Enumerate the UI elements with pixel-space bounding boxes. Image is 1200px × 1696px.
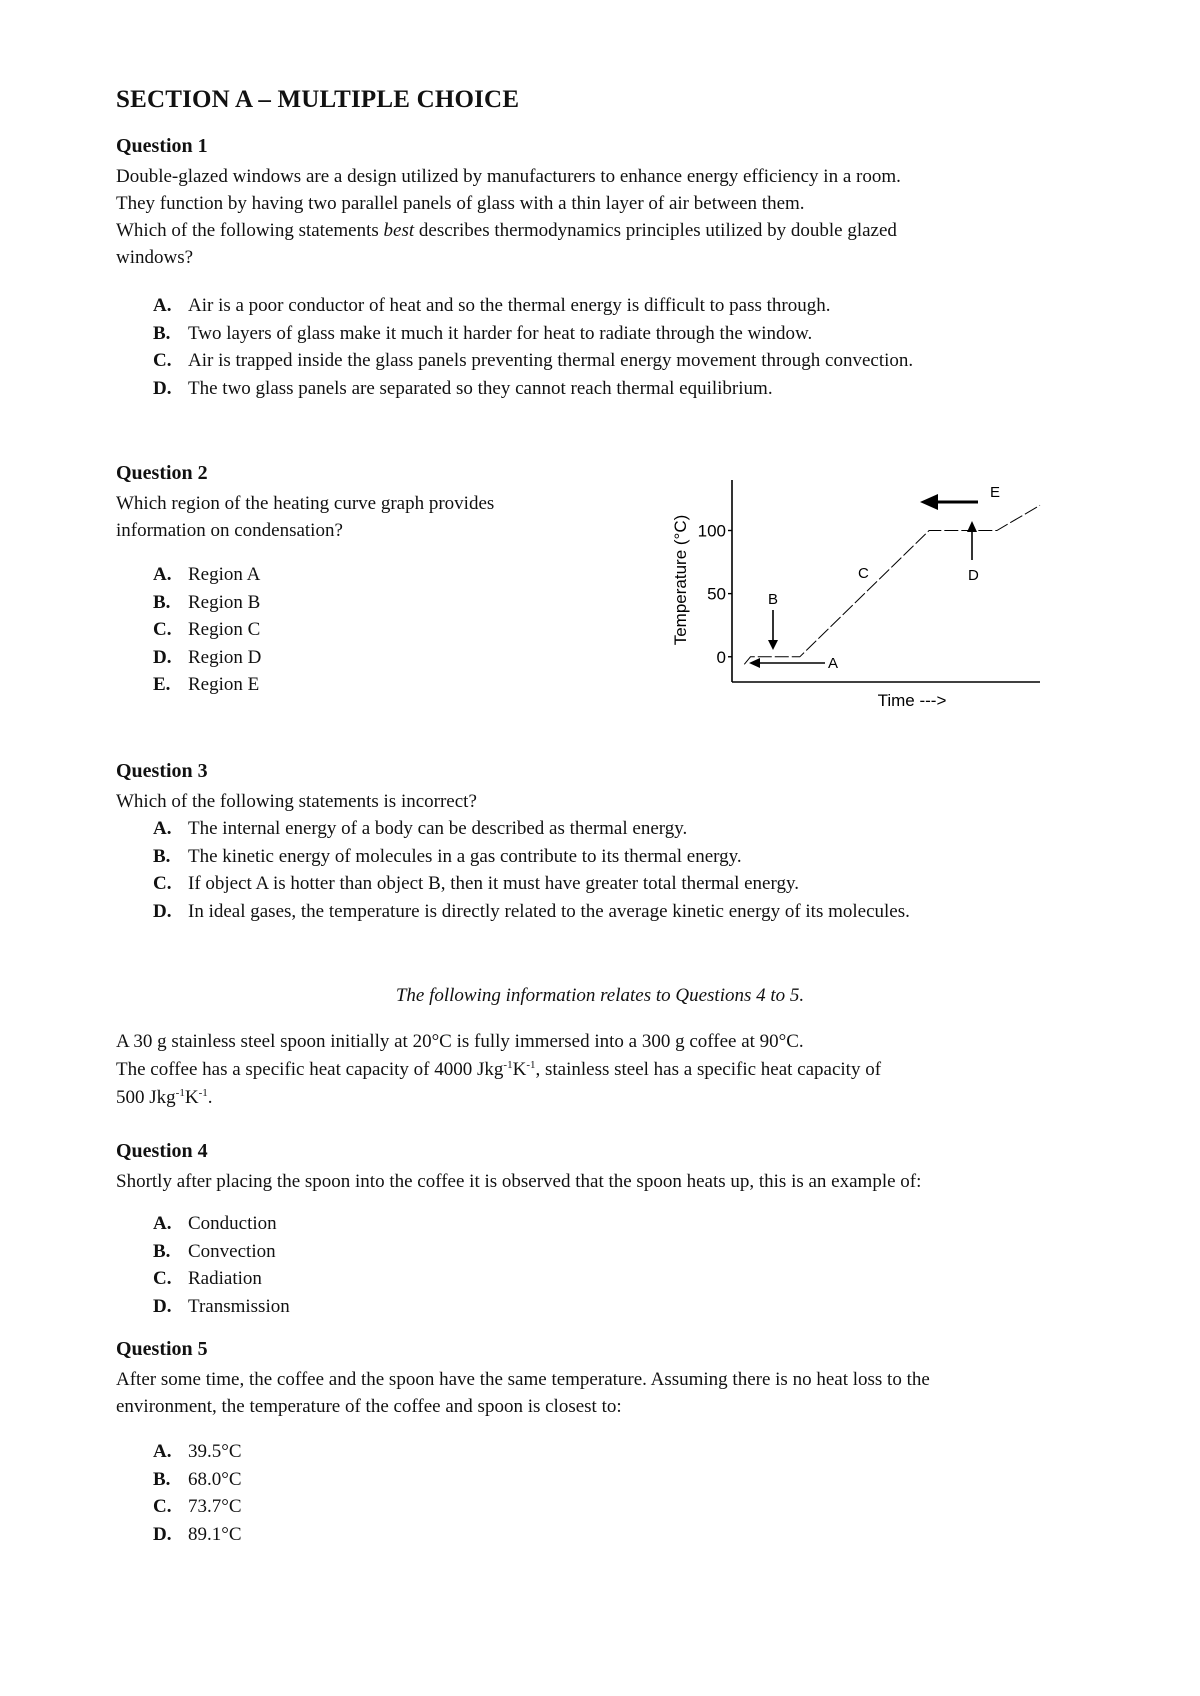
option-d[interactable]	[153, 1293, 290, 1321]
x-axis-label: Time --->	[877, 691, 947, 710]
exponent: -1	[503, 1059, 513, 1071]
option-e[interactable]	[153, 671, 261, 699]
option-text: 73.7°C	[188, 1496, 242, 1517]
option-text: If object A is hotter than object B, then it must have greater total thermal energy.	[188, 873, 799, 894]
question-2-title: Question 2	[116, 462, 208, 484]
option-text: In ideal gases, the temperature is directly related to the average kinetic energy of its molecules.	[188, 900, 910, 922]
option-letter: D.	[153, 1523, 172, 1545]
question-2-line: Which region of the heating curve graph provides	[116, 493, 495, 514]
option-letter: C.	[153, 350, 172, 371]
option-text: Air is trapped inside the glass panels preventing thermal energy movement through convection.	[188, 350, 914, 371]
option-letter: D.	[153, 646, 172, 668]
option-letter: E.	[153, 674, 171, 695]
exponent: -1	[198, 1087, 208, 1099]
question-1-options	[153, 292, 913, 402]
option-b[interactable]	[153, 843, 910, 871]
option-text: Radiation	[188, 1268, 262, 1289]
question-4-title: Question 4	[116, 1140, 208, 1162]
option-text: 39.5°C	[188, 1441, 242, 1462]
region-label-d: D	[968, 567, 979, 584]
info-note: The following information relates to Questions 4 to 5.	[395, 985, 805, 1006]
option-letter: B.	[153, 1240, 171, 1262]
option-c[interactable]	[153, 870, 910, 898]
info-line	[116, 1084, 1096, 1112]
question-2-line: information on condensation?	[116, 520, 343, 541]
region-label-b: B	[768, 591, 779, 608]
arrow-icon	[967, 521, 977, 560]
option-text: Region A	[188, 564, 261, 585]
question-5-title: Question 5	[116, 1338, 208, 1360]
option-letter: D.	[153, 377, 172, 399]
option-letter: C.	[153, 1496, 172, 1517]
option-b[interactable]	[153, 589, 261, 617]
option-letter: A.	[153, 564, 172, 585]
option-text: The internal energy of a body can be described as thermal energy.	[188, 818, 688, 839]
question-4-stem: Shortly after placing the spoon into the coffee it is observed that the spoon heats up, this is an example of:	[116, 1171, 922, 1192]
option-text: Air is a poor conductor of heat and so the thermal energy is difficult to pass through.	[188, 295, 831, 316]
question-2-options	[153, 561, 261, 699]
y-tick-label: 100	[697, 521, 726, 541]
info-text: , stainless steel has a specific heat capacity of	[535, 1059, 882, 1080]
question-2-stem	[116, 490, 616, 544]
question-1-stem	[116, 163, 1096, 271]
option-text: Transmission	[188, 1295, 290, 1317]
region-label-a: A	[828, 655, 839, 672]
question-1-title: Question 1	[116, 135, 208, 157]
option-b[interactable]	[153, 320, 913, 348]
option-a[interactable]	[153, 1438, 242, 1466]
question-1-text: describes thermodynamics principles utilized by double glazed	[414, 220, 897, 241]
option-text: Conduction	[188, 1213, 277, 1234]
question-1-line: They function by having two parallel panels of glass with a thin layer of air between them.	[116, 193, 805, 214]
info-line: A 30 g stainless steel spoon initially at 20°C is fully immersed into a 300 g coffee at 90°C.	[116, 1031, 804, 1052]
question-4-options	[153, 1210, 290, 1320]
region-label-c: C	[858, 565, 869, 582]
question-3-title: Question 3	[116, 760, 208, 782]
y-tick-label: 0	[716, 647, 726, 667]
question-5-line: environment, the temperature of the coffee and spoon is closest to:	[116, 1396, 622, 1417]
option-text: The two glass panels are separated so they cannot reach thermal equilibrium.	[188, 377, 773, 399]
option-text: 68.0°C	[188, 1468, 242, 1490]
exponent: -1	[175, 1087, 185, 1099]
info-text: K	[512, 1059, 527, 1080]
question-1-line: windows?	[116, 247, 194, 268]
option-d[interactable]	[153, 375, 913, 403]
option-letter: D.	[153, 1295, 172, 1317]
option-c[interactable]	[153, 1265, 290, 1293]
option-c[interactable]	[153, 616, 261, 644]
option-letter: C.	[153, 619, 172, 640]
option-text: Region D	[188, 646, 262, 668]
arrow-icon	[749, 658, 825, 668]
option-letter: B.	[153, 845, 171, 867]
region-label-e: E	[990, 484, 1001, 501]
option-letter: A.	[153, 1213, 172, 1234]
emphasis-word: best	[383, 220, 415, 241]
heating-curve-chart	[650, 470, 1050, 710]
y-axis-label: Temperature (°C)	[671, 514, 690, 646]
option-text: Region C	[188, 619, 261, 640]
info-text: 500 Jkg	[116, 1087, 176, 1108]
option-letter: A.	[153, 1441, 172, 1462]
info-text: K	[184, 1087, 199, 1108]
question-1-line: Double-glazed windows are a design utilized by manufacturers to enhance energy efficiency in a room.	[116, 166, 901, 187]
option-a[interactable]	[153, 815, 910, 843]
info-text: .	[207, 1087, 213, 1108]
question-3-stem: Which of the following statements is incorrect?	[116, 791, 477, 812]
option-letter: A.	[153, 818, 172, 839]
option-text: Region E	[188, 674, 260, 695]
option-letter: D.	[153, 900, 172, 922]
option-text: Convection	[188, 1240, 276, 1262]
y-tick-label: 50	[707, 584, 726, 604]
section-title: SECTION A – MULTIPLE CHOICE	[116, 86, 520, 113]
option-letter: C.	[153, 1268, 172, 1289]
info-text: The coffee has a specific heat capacity of 4000 Jkg	[116, 1059, 504, 1080]
option-text: Two layers of glass make it much it harder for heat to radiate through the window.	[188, 322, 813, 344]
option-c[interactable]	[153, 1493, 242, 1521]
option-d[interactable]	[153, 644, 261, 672]
arrow-icon	[768, 610, 778, 650]
option-letter: A.	[153, 295, 172, 316]
option-d[interactable]	[153, 1521, 242, 1549]
option-a[interactable]	[153, 561, 261, 589]
option-text: Region B	[188, 591, 261, 613]
question-3-options	[153, 815, 910, 925]
option-b[interactable]	[153, 1466, 242, 1494]
exponent: -1	[526, 1059, 536, 1071]
question-1-line	[116, 217, 1096, 244]
info-line	[116, 1056, 1096, 1084]
option-a[interactable]	[153, 1210, 290, 1238]
option-text: 89.1°C	[188, 1523, 242, 1545]
heating-curve-line	[744, 505, 1040, 664]
question-5-stem	[116, 1366, 1116, 1420]
info-block	[116, 1028, 1096, 1112]
option-letter: B.	[153, 322, 171, 344]
option-letter: C.	[153, 873, 172, 894]
option-letter: B.	[153, 591, 171, 613]
y-ticks	[698, 522, 732, 667]
option-text: The kinetic energy of molecules in a gas contribute to its thermal energy.	[188, 845, 742, 867]
option-b[interactable]	[153, 1238, 290, 1266]
option-c[interactable]	[153, 347, 913, 375]
option-a[interactable]	[153, 292, 913, 320]
question-5-options	[153, 1438, 242, 1548]
arrow-icon	[920, 494, 978, 510]
option-letter: B.	[153, 1468, 171, 1490]
question-1-text: Which of the following statements	[116, 220, 384, 241]
option-d[interactable]	[153, 898, 910, 926]
question-5-line: After some time, the coffee and the spoon have the same temperature. Assuming there is no heat loss to the	[116, 1369, 930, 1390]
